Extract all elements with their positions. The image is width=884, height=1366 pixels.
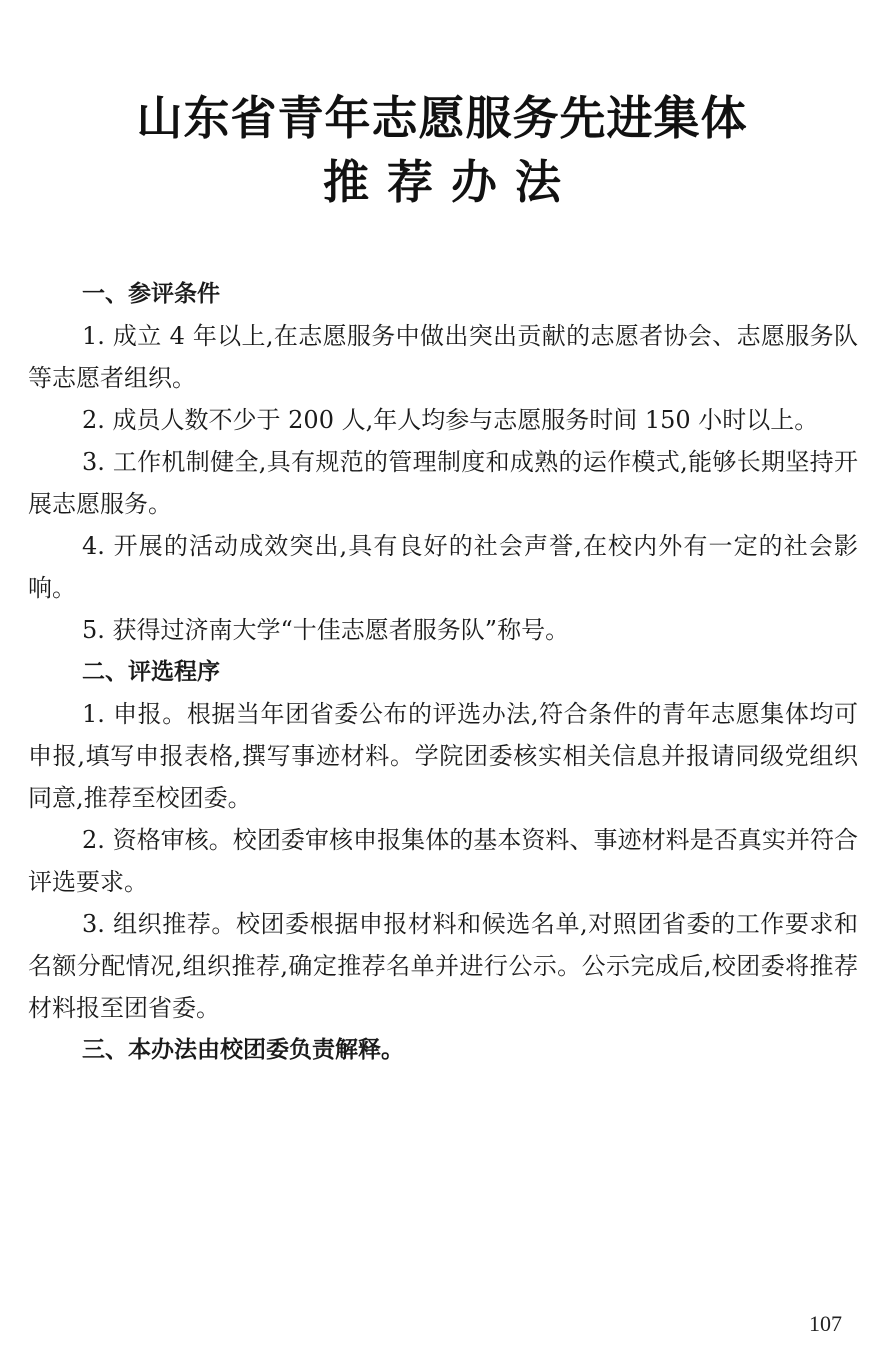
paragraph: 1. 申报。根据当年团省委公布的评选办法,符合条件的青年志愿集体均可申报,填写申报表格,撰写事迹材料。学院团委核实相关信息并报请同级党组织同意,推荐至校团委。 [28,700,858,812]
paragraph: 4. 开展的活动成效突出,具有良好的社会声誉,在校内外有一定的社会影响。 [28,532,858,602]
section-procedure [28,651,858,1029]
section-interpretation [28,1029,858,1071]
section-heading: 三、本办法由校团委负责解释。 [82,1037,404,1063]
section-heading: 二、评选程序 [82,659,220,685]
paragraph: 5. 获得过济南大学“十佳志愿者服务队”称号。 [82,616,570,644]
paragraph: 1. 成立 4 年以上,在志愿服务中做出突出贡献的志愿者协会、志愿服务队等志愿者组织。 [28,322,858,392]
section-eligibility [28,273,858,651]
paragraph: 2. 资格审核。校团委审核申报集体的基本资料、事迹材料是否真实并符合评选要求。 [28,826,858,896]
document-subtitle: 推荐办法 [323,155,579,209]
paragraph: 3. 组织推荐。校团委根据申报材料和候选名单,对照团省委的工作要求和名额分配情况,组织推荐,确定推荐名单并进行公示。公示完成后,校团委将推荐材料报至团省委。 [28,910,858,1022]
paragraph: 3. 工作机制健全,具有规范的管理制度和成熟的运作模式,能够长期坚持开展志愿服务。 [28,448,858,518]
page-number: 107 [809,1311,842,1336]
document-title: 山东省青年志愿服务先进集体 [136,91,748,145]
section-heading: 一、参评条件 [82,281,220,307]
paragraph: 2. 成员人数不少于 200 人,年人均参与志愿服务时间 150 小时以上。 [82,406,819,434]
document-body [28,273,858,1071]
